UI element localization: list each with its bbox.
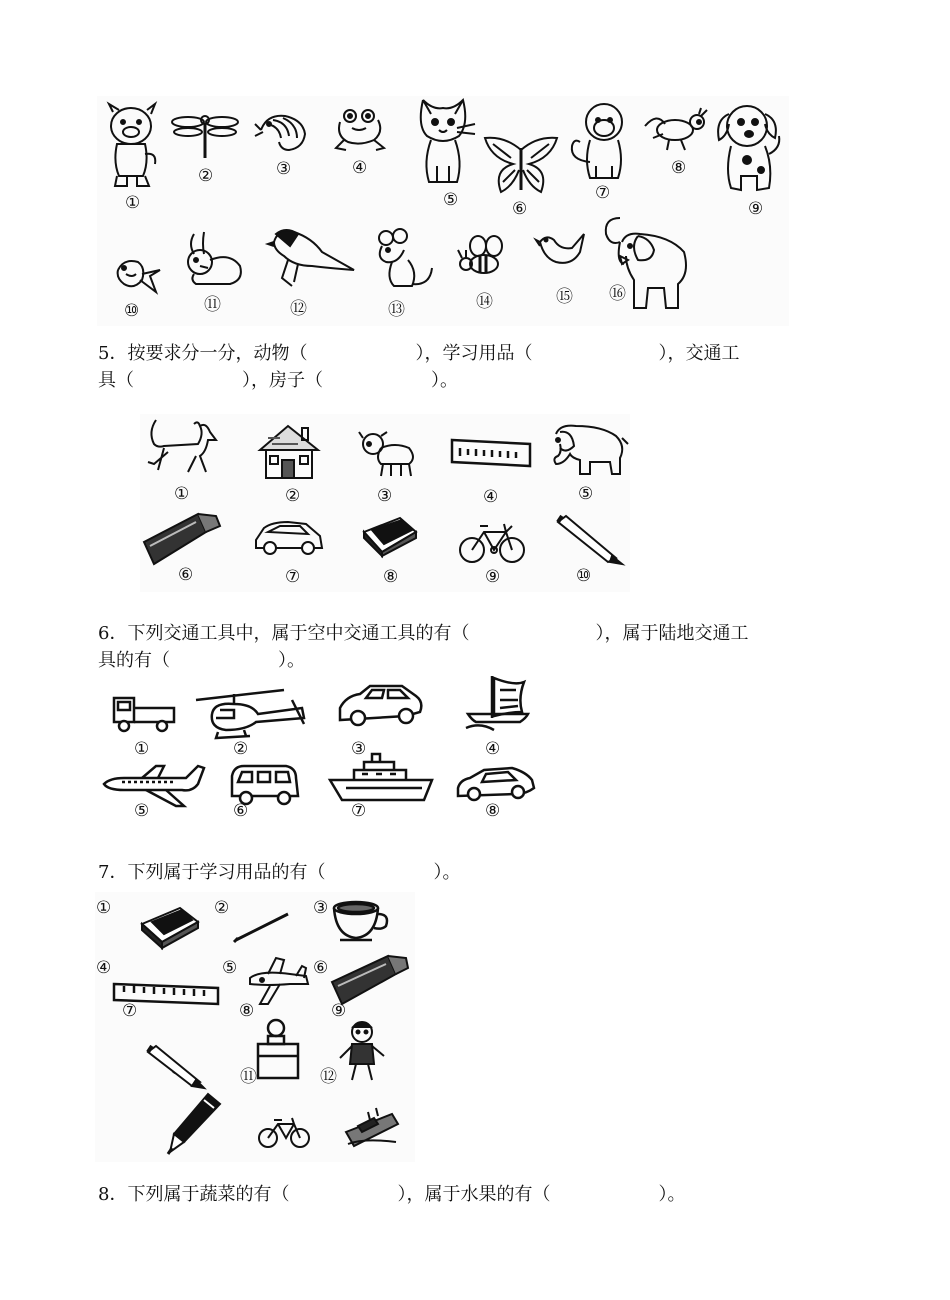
animal-number-6: ⑥ [512,199,528,219]
cup-icon [330,900,390,944]
animal-number-1: ① [125,193,141,213]
doll-icon [338,1020,386,1082]
q7-label-9: ⑨ [331,1001,347,1021]
q7-label-3: ③ [313,898,329,918]
ruler-icon [112,982,220,1006]
car-icon [456,764,536,804]
q6-number-2: ② [233,739,249,759]
dragonfly-icon [170,112,240,160]
boat-icon [344,1106,400,1150]
animal-number-16: ⑯ [609,284,626,304]
ink-bottle-icon [254,1016,302,1082]
rabbit-icon [180,230,246,288]
q7-label-4: ④ [96,958,112,978]
insect-icon [641,108,709,154]
animal-number-10: ⑩ [124,301,140,321]
bicycle-icon [258,1114,310,1150]
q6-number-7: ⑦ [351,801,367,821]
animal-number-3: ③ [276,159,292,179]
q7-label-12: ⑫ [320,1067,337,1087]
pig-icon [103,102,161,188]
dog-icon [711,100,785,196]
pencil-case-icon [142,510,222,566]
q6-number-4: ④ [485,739,501,759]
q5-number-8: ⑧ [383,567,399,587]
mouse-icon [372,228,436,292]
q6-number-1: ① [134,739,150,759]
q7-label-6: ⑥ [313,958,329,978]
ship-icon [328,752,434,806]
question-6-line-2: 具的有（ ）。 [98,650,305,671]
q7-label-7: ⑦ [122,1001,138,1021]
q7-label-8: ⑧ [239,1001,255,1021]
question-6-line-1: 6．下列交通工具中，属于空中交通工具的有（ ），属于陆地交通工 [98,623,749,644]
animal-number-12: ⑫ [290,299,307,319]
animal-number-4: ④ [352,158,368,178]
q5-number-10: ⑩ [576,566,592,586]
q5-number-7: ⑦ [285,567,301,587]
shrimp-icon [253,110,309,156]
frog-icon [330,106,390,152]
q5-number-9: ⑨ [485,567,501,587]
pencil-icon [146,1044,206,1088]
helicopter-icon [194,688,308,742]
animal-number-14: ⑭ [476,292,493,312]
q6-number-8: ⑧ [485,801,501,821]
q7-label-2: ② [214,898,230,918]
eraser-icon [362,516,418,558]
animal-number-5: ⑤ [443,190,459,210]
cat-icon [413,96,483,188]
house-icon [258,424,320,482]
airplane-icon [102,762,206,808]
bicycle-icon [458,514,526,566]
pencil-icon [556,514,624,564]
toy-plane-icon [246,956,310,1006]
monkey-icon [566,100,634,184]
bee-icon [456,234,514,280]
sailboat-icon [464,672,530,736]
animal-number-15: ⑮ [556,287,573,307]
question-5-line-1: 5．按要求分一分，动物（ ），学习用品（ ），交通工 [98,343,740,364]
q5-number-2: ② [285,486,301,506]
q7-label-5: ⑤ [222,958,238,978]
question-8-line-1: 8．下列属于蔬菜的有（ ），属于水果的有（ ）。 [98,1184,686,1205]
q5-number-3: ③ [377,486,393,506]
q7-label-1: ① [96,898,112,918]
horse-icon [140,418,220,476]
butterfly-icon [483,134,559,196]
q5-number-1: ① [174,484,190,504]
truck-icon [112,694,176,734]
ruler-icon [450,436,532,470]
animal-number-2: ② [198,166,214,186]
pencil-case-icon [330,952,410,1006]
animal-number-11: ⑪ [204,295,221,315]
animal-number-9: ⑨ [748,199,764,219]
bird-icon [268,226,358,288]
elephant-icon [546,424,628,476]
pen-icon [164,1090,224,1156]
q6-number-6: ⑥ [233,801,249,821]
eraser-icon [140,906,200,948]
animal-number-13: ⑬ [388,300,405,320]
fish-icon [110,252,162,298]
q5-number-6: ⑥ [178,565,194,585]
lamb-icon [359,430,417,476]
car-icon [336,682,424,728]
animal-number-8: ⑧ [671,158,687,178]
pencil-icon [232,910,292,944]
q6-number-5: ⑤ [134,801,150,821]
dove-icon [536,230,588,270]
q5-number-4: ④ [483,487,499,507]
car-icon [254,518,324,560]
question-7-line-1: 7．下列属于学习用品的有（ ）。 [98,862,461,883]
q7-label-11: ⑪ [240,1067,257,1087]
animal-number-7: ⑦ [595,183,611,203]
q6-number-3: ③ [351,739,367,759]
question-5-line-2: 具（ ），房子（ ）。 [98,370,458,391]
q5-number-5: ⑤ [578,484,594,504]
